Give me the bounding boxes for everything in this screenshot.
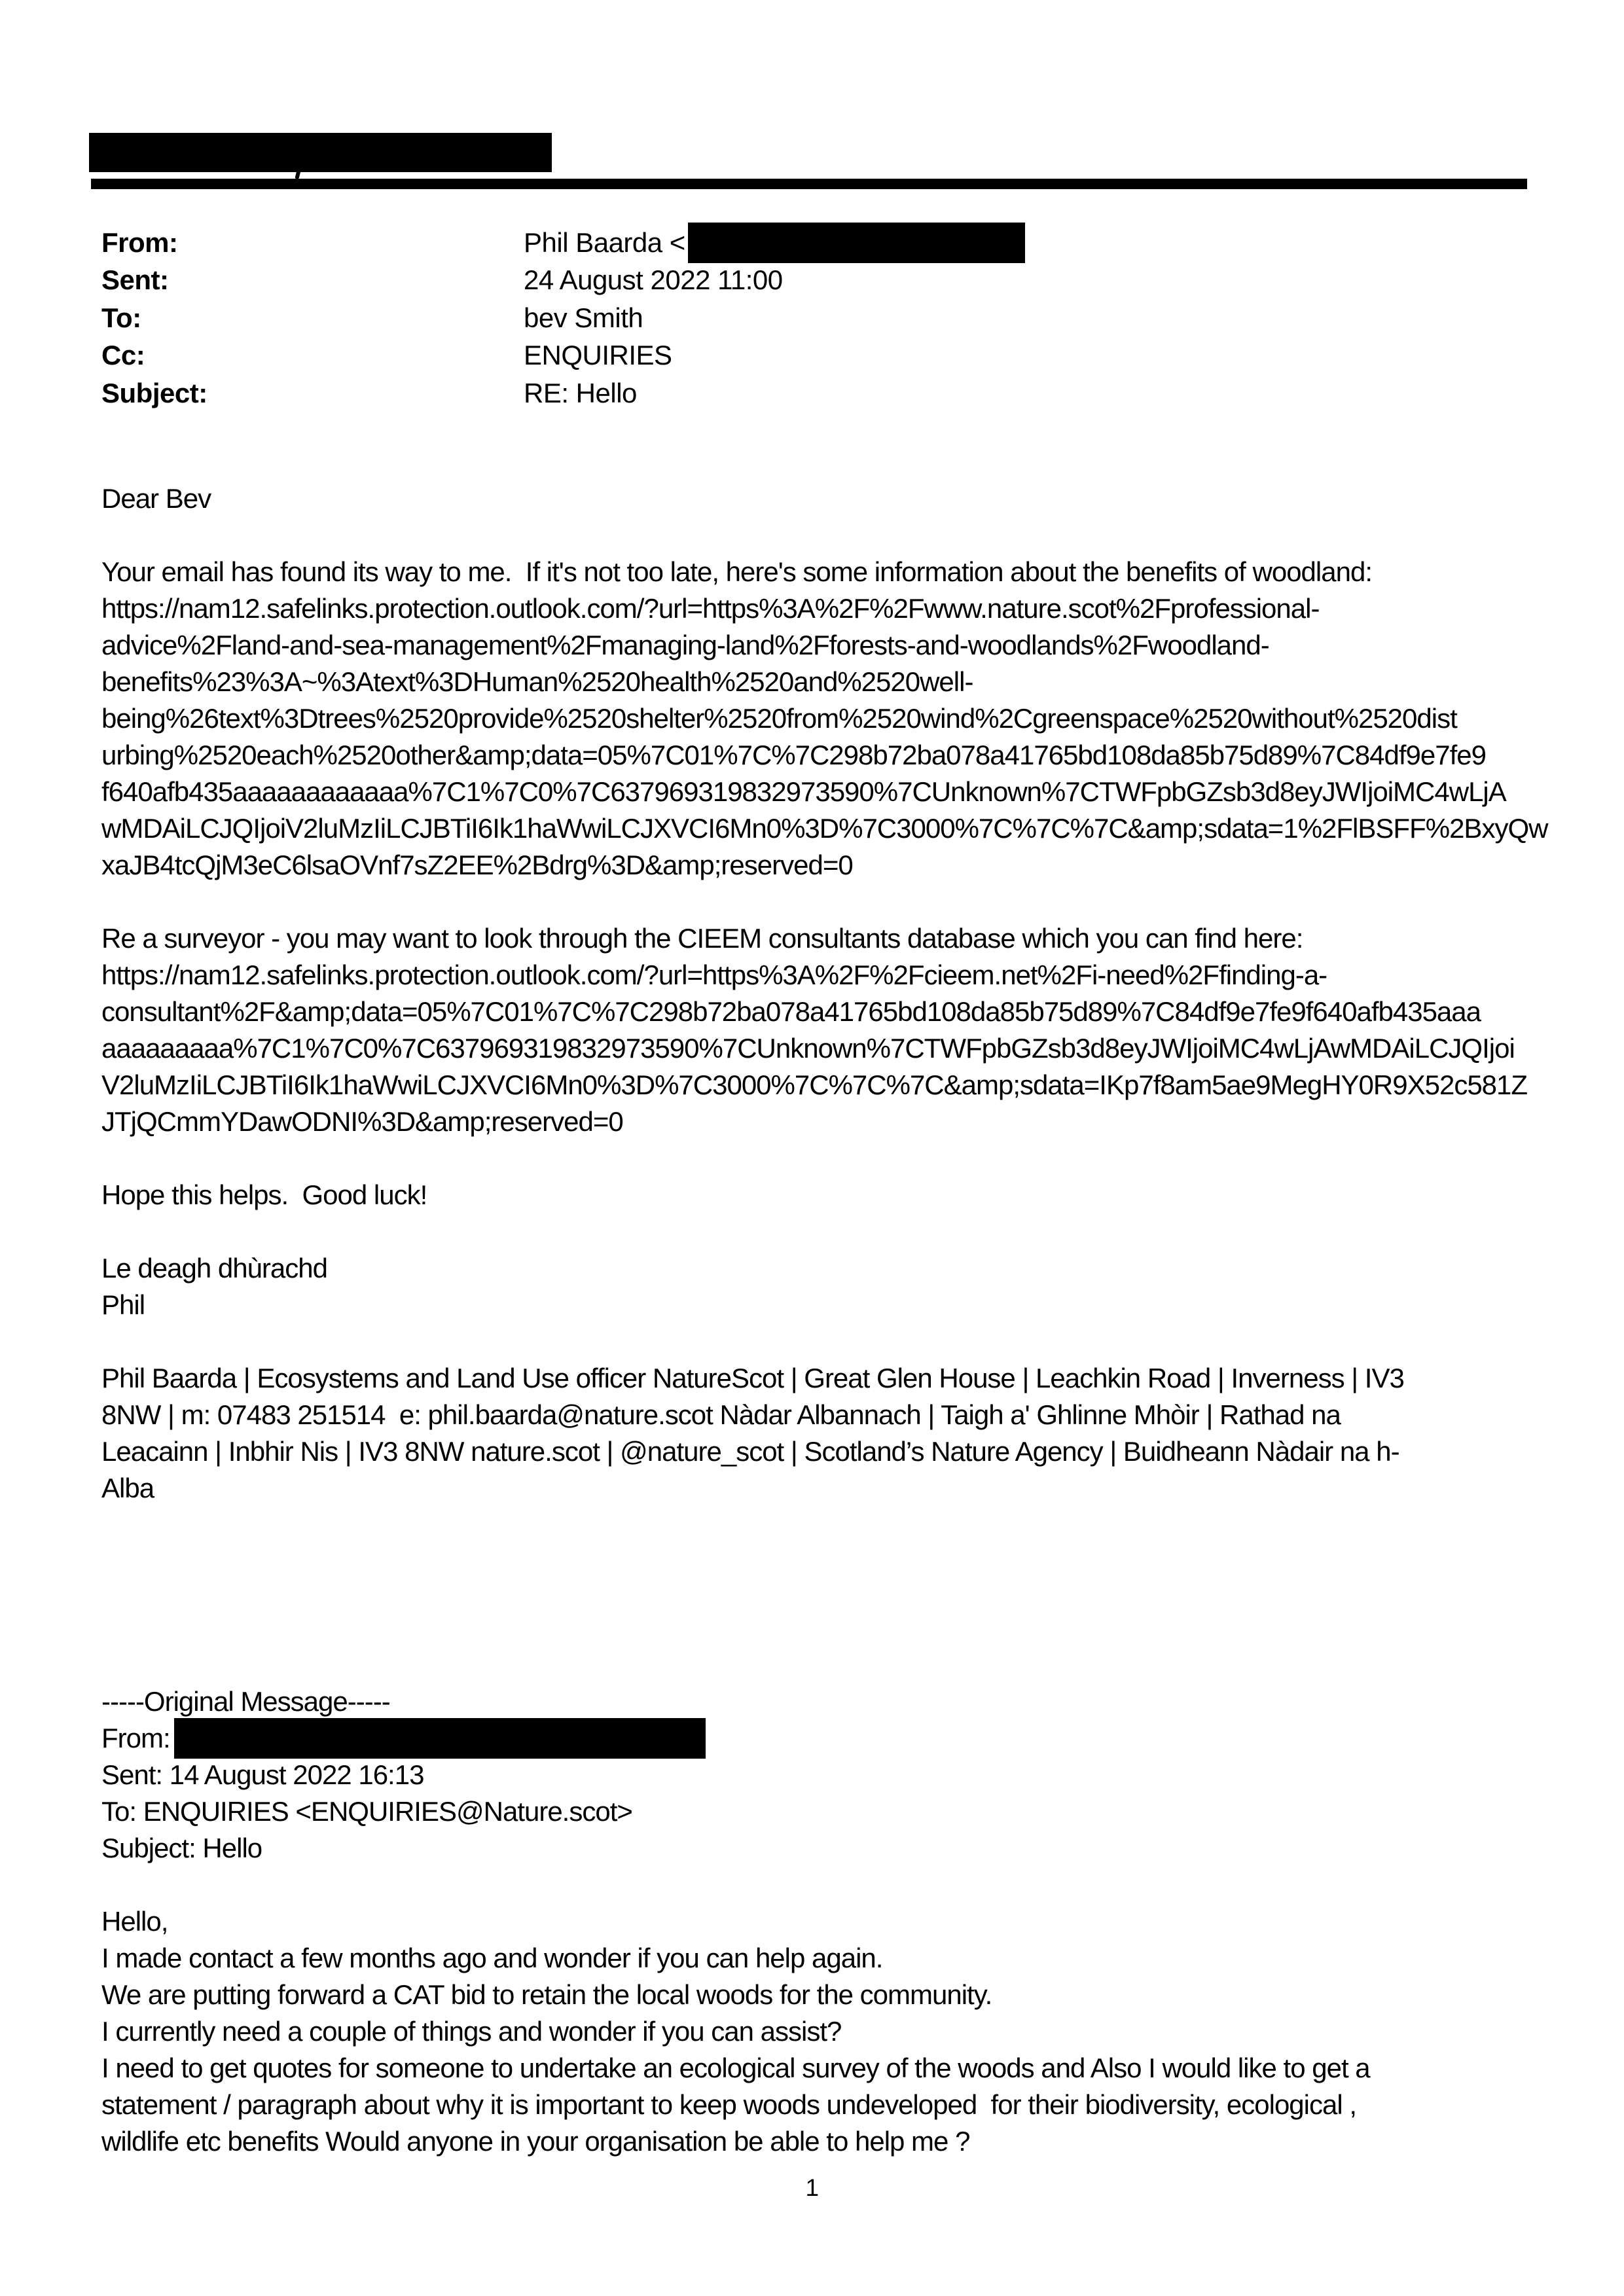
blank-line — [101, 1323, 1547, 1360]
body-line-url: V2luMzIiLCJBTiI6Ik1haWwiLCJXVCI6Mn0%3D%7C3000%7C%7C%7C&amp;sdata=IKp7f8am5ae9MegHY0R9X52c581Z — [101, 1069, 1528, 1100]
blank-line — [101, 517, 1547, 554]
sent-label: Sent: — [101, 264, 169, 296]
body-line: Re a surveyor - you may want to look through the CIEEM consultants database which you can find here: — [101, 923, 1303, 954]
page-number: 1 — [805, 2174, 819, 2201]
body-line-url: xaJB4tcQjM3eC6lsaOVnf7sZ2EE%2Bdrg%3D&amp;reserved=0 — [101, 850, 853, 880]
original-message-line: I currently need a couple of things and wonder if you can assist? — [101, 2016, 842, 2047]
body-line-url: consultant%2F&amp;data=05%7C01%7C%7C298b72ba078a41765bd108da85b75d89%7C84df9e7fe9f640afb435aaa — [101, 996, 1481, 1027]
from-value-text: Phil Baarda < — [524, 226, 685, 258]
redaction-box-title — [89, 133, 552, 172]
subject-label: Subject: — [101, 377, 208, 408]
header-row-subject — [101, 374, 1025, 412]
from-value — [524, 223, 1025, 263]
body-line-url: urbing%2520each%2520other&amp;data=05%7C01%7C%7C298b72ba078a41765bd108da85b75d89%7C84df9e7fe9 — [101, 740, 1487, 770]
blank-line — [101, 884, 1547, 920]
original-message-to-line: To: ENQUIRIES <ENQUIRIES@Nature.scot> — [101, 1796, 632, 1827]
original-message-line: I need to get quotes for someone to undertake an ecological survey of the woods and Also I would like to get a — [101, 2053, 1370, 2083]
body-line: Hope this helps. Good luck! — [101, 1179, 427, 1210]
original-message-line: wildlife etc benefits Would anyone in your organisation be able to help me ? — [101, 2126, 970, 2157]
sign-off-line: Le deagh dhùrachd — [101, 1253, 327, 1283]
original-message-separator: -----Original Message----- — [101, 1686, 390, 1717]
subject-value: RE: Hello — [524, 377, 637, 408]
signature-line: Alba — [101, 1473, 154, 1503]
original-message-subject-line: Subject: Hello — [101, 1833, 262, 1863]
body-line-url: f640afb435aaaaaaaaaaaa%7C1%7C0%7C637969319832973590%7CUnknown%7CTWFpbGZsb3d8eyJWIjoiMC4wLjA — [101, 776, 1506, 807]
signature-line: Leacainn | Inbhir Nis | IV3 8NW nature.scot | @nature_scot | Scotland’s Nature Agency | Buidheann Nàdair na h- — [101, 1436, 1399, 1467]
original-message-from-line — [101, 1720, 1547, 1757]
body-line-url: https://nam12.safelinks.protection.outlook.com/?url=https%3A%2F%2Fcieem.net%2Fi-need%2Ffinding-a- — [101, 960, 1327, 990]
original-message-line: Hello, — [101, 1906, 168, 1937]
cc-label: Cc: — [101, 340, 145, 371]
sent-value: 24 August 2022 11:00 — [524, 264, 783, 296]
to-value: bev Smith — [524, 302, 643, 333]
body-line-url: being%26text%3Dtrees%2520provide%2520shelter%2520from%2520wind%2Cgreenspace%2520without%2520dist — [101, 703, 1457, 734]
sign-off-name: Phil — [101, 1289, 145, 1320]
original-message-line: I made contact a few months ago and wonder if you can help again. — [101, 1943, 883, 1973]
header-row-sent — [101, 262, 1025, 300]
blank-line — [101, 1213, 1547, 1250]
original-message-sent-line: Sent: 14 August 2022 16:13 — [101, 1759, 424, 1790]
body-line-url: aaaaaaaaa%7C1%7C0%7C637969319832973590%7CUnknown%7CTWFpbGZsb3d8eyJWIjoiMC4wLjAwMDAiLCJQIjoi — [101, 1033, 1515, 1064]
cc-value: ENQUIRIES — [524, 340, 672, 371]
body-line-url: https://nam12.safelinks.protection.outlook.com/?url=https%3A%2F%2Fwww.nature.scot%2Fprofessional- — [101, 593, 1320, 624]
body-line-url: benefits%23%3A~%3Atext%3DHuman%2520health%2520and%2520well- — [101, 666, 973, 697]
body-line-url: JTjQCmmYDawODNI%3D&amp;reserved=0 — [101, 1106, 623, 1137]
to-label: To: — [101, 302, 141, 333]
blank-line — [101, 1867, 1547, 1903]
signature-line: Phil Baarda | Ecosystems and Land Use officer NatureScot | Great Glen House | Leachkin Road | Inverness | IV3 — [101, 1363, 1404, 1393]
body-line-url: advice%2Fland-and-sea-management%2Fmanaging-land%2Fforests-and-woodlands%2Fwoodland- — [101, 630, 1269, 660]
email-header — [101, 224, 1025, 412]
body-line: Your email has found its way to me. If it's not too late, here's some information about the benefits of woodland: — [101, 556, 1372, 587]
blank-line — [101, 1140, 1547, 1177]
redaction-box-from-address — [688, 223, 1025, 263]
header-row-from — [101, 224, 1025, 262]
email-body — [101, 480, 1547, 2160]
vertical-gap — [101, 1507, 1547, 1683]
header-row-to — [101, 299, 1025, 337]
original-from-label: From: — [101, 1723, 170, 1753]
header-row-cc — [101, 337, 1025, 375]
signature-line: 8NW | m: 07483 251514 e: phil.baarda@nature.scot Nàdar Albannach | Taigh a' Ghlinne Mhòir | Rathad na — [101, 1399, 1341, 1430]
redaction-box-original-from — [174, 1718, 706, 1759]
redaction-bar-full-width — [91, 179, 1527, 189]
body-line: Dear Bev — [101, 483, 211, 514]
original-message-line: We are putting forward a CAT bid to retain the local woods for the community. — [101, 1979, 992, 2010]
original-message-line: statement / paragraph about why it is important to keep woods undeveloped for their biodiversity, ecological , — [101, 2089, 1357, 2120]
body-line-url: wMDAiLCJQIjoiV2luMzIiLCJBTiI6Ik1haWwiLCJXVCI6Mn0%3D%7C3000%7C%7C%7C&amp;sdata=1%2FlBSFF%2BxyQw — [101, 813, 1548, 844]
from-label: From: — [101, 226, 178, 258]
